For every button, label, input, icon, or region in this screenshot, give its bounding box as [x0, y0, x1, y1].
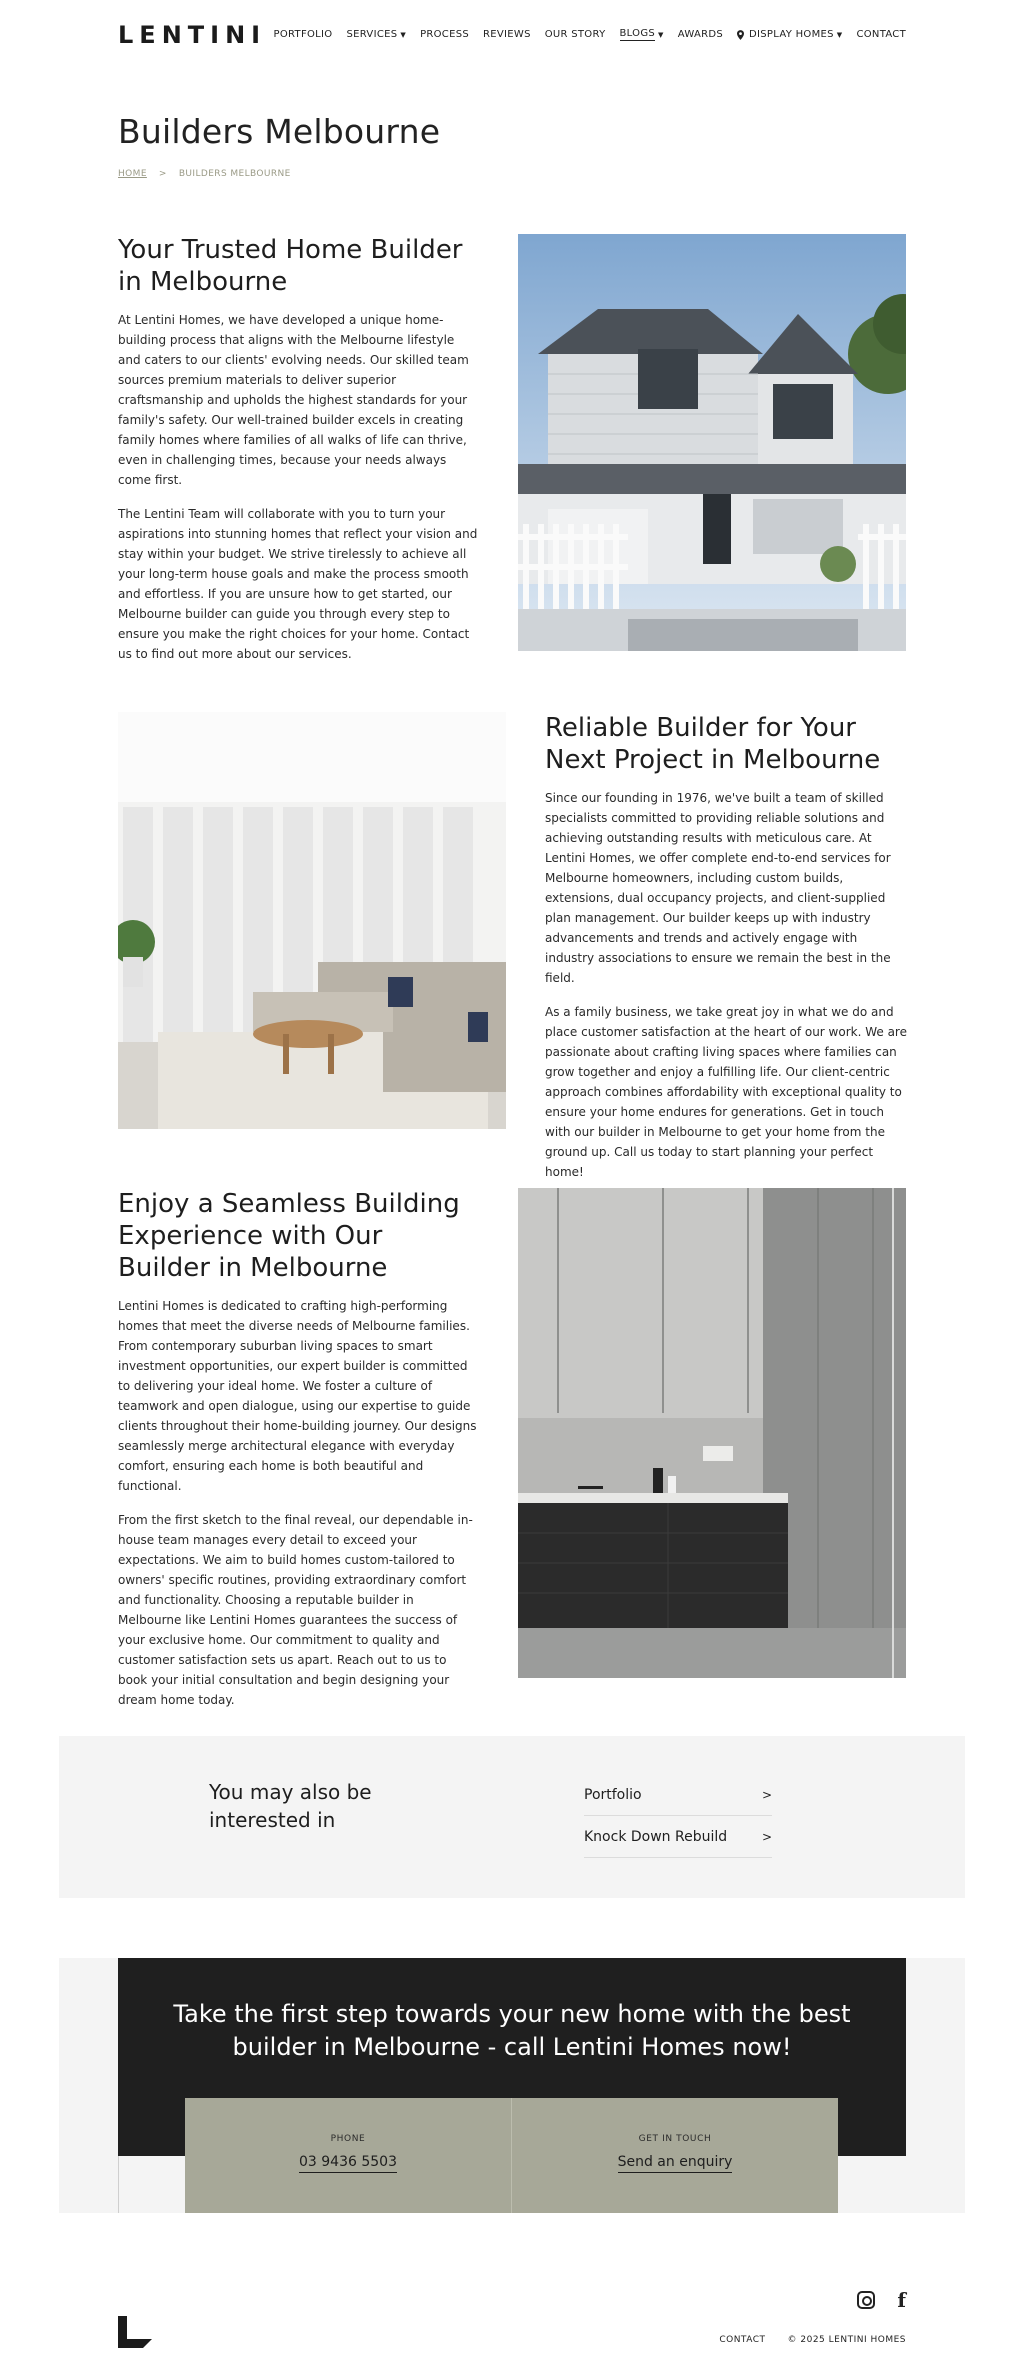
cta-title: Take the first step towards your new home with the best builder in Melbourne - call Lentini Homes now! — [173, 2000, 851, 2061]
caret-down-icon: ▼ — [400, 30, 407, 39]
related-links-title: You may also be interested in — [209, 1780, 372, 1832]
chevron-right-icon: > — [761, 1829, 772, 1844]
nav-display-homes[interactable] — [737, 29, 842, 40]
nav-contact[interactable] — [856, 29, 906, 40]
section-text — [118, 234, 478, 678]
breadcrumb — [118, 169, 291, 179]
nav-contact-label: CONTACT — [856, 29, 906, 40]
caret-down-icon: ▼ — [658, 30, 664, 39]
facebook-icon[interactable]: f — [897, 2288, 906, 2312]
section-paragraph: Since our founding in 1976, we've built a team of skilled specialists committed to providing reliable solutions and achieving outstanding results with meticulous care. At Lentini Homes, we offer complete end-to-end services for Melbourne homeowners, including custom builds, extensions, dual occupancy projects, and client-supplied plan management. Our builder keeps up with industry advancements and trends and actively engage with industry associations to ensure we remain the best in the field. — [545, 791, 891, 985]
house-exterior-photo — [518, 234, 906, 651]
nav-portfolio-label: PORTFOLIO — [273, 29, 333, 40]
nav-blogs[interactable] — [620, 28, 664, 41]
nav-blogs-label: BLOGS — [619, 28, 656, 39]
cta-enquiry — [511, 2098, 838, 2213]
nav-our-story-label: OUR STORY — [544, 29, 606, 40]
nav-portfolio[interactable] — [274, 29, 333, 40]
cta-contact-box — [185, 2098, 838, 2213]
section-paragraph: From the first sketch to the final reveal, our dependable in-house team manages every detail to exceed your expectations. We aim to build homes custom-tailored to owners' specific routines, providing extraordinary comfort and functionality. Choosing a reputable builder in Melbourne like Lentini Homes guarantees the success of your exclusive home. Our commitment to quality and customer satisfaction sets us apart. Reach out to us to book your initial consultation and begin designing your dream home today. — [118, 1513, 473, 1707]
section-paragraph: Lentini Homes is dedicated to crafting high-performing homes that meet the diverse needs of Melbourne families. From contemporary suburban living spaces to smart investment opportunities, our expert builder is committed to delivering your ideal home. We foster a culture of teamwork and open dialogue, using our expertise to guide clients throughout their home-building journey. Our designs seamlessly merge architectural elegance with everyday comfort, ensuring each home is both beautiful and functional. — [118, 1299, 477, 1493]
section-paragraph: As a family business, we take great joy in what we do and place customer satisfaction at the heart of our work. We are passionate about crafting living spaces where families can grow together and enjoy a fulfilling life. Our client-centric approach combines affordability with exceptional quality to ensure your home endures for generations. Get in touch with our builder in Melbourne to get your home from the ground up. Call us today to start planning your perfect home! — [545, 1005, 907, 1179]
footer-copyright: © 2025 LENTINI HOMES — [787, 2335, 906, 2345]
social-links — [857, 2288, 906, 2312]
chevron-right-icon: > — [761, 1787, 772, 1802]
cta-phone-label: PHONE — [330, 2134, 366, 2144]
site-header — [0, 0, 1024, 70]
footer-links — [719, 2335, 906, 2345]
cta-enquiry-link[interactable]: Send an enquiry — [618, 2154, 733, 2173]
section-paragraph: At Lentini Homes, we have developed a unique home-building process that aligns with the Melbourne lifestyle and caters to our clients' evolving needs. Our skilled team sources premium materials to deliver superior craftsmanship and upholds the highest standards for your family's safety. Our well-trained builder excels in creating family homes where families of all walks of life can thrive, even in challenging times, because your needs always come first. — [118, 313, 469, 487]
nav-awards[interactable] — [678, 29, 723, 40]
cta-phone-link[interactable]: 03 9436 5503 — [299, 2154, 397, 2173]
related-link-label: Portfolio — [584, 1786, 642, 1803]
section-heading: Enjoy a Seamless Building Experience with Our Builder in Melbourne — [118, 1189, 460, 1283]
footer-contact-link[interactable]: CONTACT — [719, 2335, 766, 2345]
instagram-icon[interactable] — [857, 2291, 875, 2309]
nav-our-story[interactable] — [545, 29, 606, 40]
nav-services[interactable] — [346, 29, 406, 40]
caret-down-icon: ▼ — [836, 30, 843, 39]
section-paragraph: The Lentini Team will collaborate with you to turn your aspirations into stunning homes that reflect your vision and stay within your budget. We strive tirelessly to achieve all your long-term house goals and make the process smooth and effortless. If you are unsure how to get started, our Melbourne builder can guide you through every step to ensure you make the right choices for your home. Contact us to find out more about our services. — [118, 507, 478, 661]
breadcrumb-home[interactable]: HOME — [118, 169, 147, 179]
nav-display-homes-label: DISPLAY HOMES — [749, 29, 834, 40]
location-pin-icon — [737, 30, 744, 40]
section-text — [545, 712, 907, 1196]
breadcrumb-current: BUILDERS MELBOURNE — [178, 169, 291, 179]
related-link-portfolio[interactable] — [584, 1774, 772, 1816]
bathroom-photo — [518, 1188, 906, 1678]
nav-process-label: PROCESS — [420, 29, 470, 40]
nav-reviews-label: REVIEWS — [483, 29, 531, 40]
cta-phone — [185, 2098, 511, 2213]
site-logo[interactable]: LENTINI — [118, 21, 267, 49]
nav-process[interactable] — [420, 29, 469, 40]
nav-reviews[interactable] — [483, 29, 531, 40]
related-link-label: Knock Down Rebuild — [584, 1828, 728, 1845]
section-heading: Reliable Builder for Your Next Project in Melbourne — [545, 713, 881, 775]
footer-logo-icon[interactable] — [118, 2316, 152, 2348]
nav-awards-label: AWARDS — [677, 29, 724, 40]
related-links-panel — [59, 1736, 965, 1898]
main-menu — [260, 28, 906, 41]
cta-divider — [118, 2156, 119, 2213]
breadcrumb-separator: > — [158, 169, 167, 179]
nav-services-label: SERVICES — [346, 29, 398, 40]
related-links-list — [584, 1774, 772, 1858]
living-room-photo — [118, 712, 506, 1129]
section-text — [118, 1188, 478, 1724]
related-link-knock-down-rebuild[interactable] — [584, 1816, 772, 1858]
cta-enquiry-label: GET IN TOUCH — [638, 2134, 712, 2144]
page-title: Builders Melbourne — [118, 112, 441, 151]
section-heading: Your Trusted Home Builder in Melbourne — [118, 235, 463, 297]
